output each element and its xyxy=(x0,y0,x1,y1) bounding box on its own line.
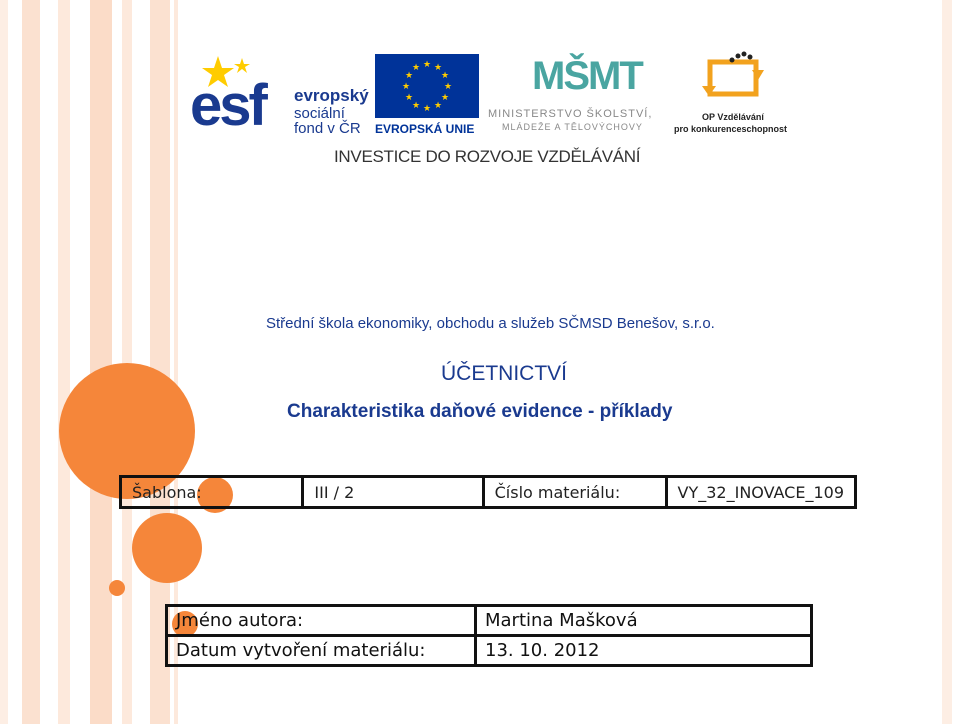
author-value: Martina Mašková xyxy=(476,606,812,636)
template-label: Šablona: xyxy=(121,477,303,508)
svg-text:★: ★ xyxy=(422,60,432,70)
svg-text:★: ★ xyxy=(404,71,414,81)
table-row xyxy=(121,477,856,508)
svg-text:★: ★ xyxy=(433,101,443,111)
esf-line1: evropský xyxy=(294,86,369,105)
template-value: III / 2 xyxy=(303,477,483,508)
op-line1: OP Vzdělávání xyxy=(702,112,764,122)
decor-circle-medium xyxy=(132,513,202,583)
msmt-logo xyxy=(488,50,668,136)
msmt-line1: MINISTERSTVO ŠKOLSTVÍ, xyxy=(488,108,653,120)
svg-text:★: ★ xyxy=(411,63,421,73)
material-value: VY_32_INOVACE_109 xyxy=(666,477,855,508)
op-logo xyxy=(672,50,792,138)
svg-text:★: ★ xyxy=(440,93,450,103)
decor-circle-tiny xyxy=(109,580,125,596)
eu-flag-icon xyxy=(375,54,479,118)
esf-mark: esf xyxy=(190,73,265,138)
msmt-line2: MLÁDEŽE A TĚLOVÝCHOVY xyxy=(502,122,643,132)
table-row xyxy=(167,606,812,636)
author-label: Jméno autora: xyxy=(167,606,476,636)
page-title: ÚČETNICTVÍ xyxy=(441,362,567,385)
page-subtitle: Charakteristika daňové evidence - příklady xyxy=(287,401,673,422)
material-label: Číslo materiálu: xyxy=(483,477,666,508)
op-line2: pro konkurenceschopnost xyxy=(674,124,788,134)
eu-caption: EVROPSKÁ UNIE xyxy=(375,122,475,136)
svg-text:★: ★ xyxy=(440,71,450,81)
svg-text:★: ★ xyxy=(401,82,411,92)
date-label: Datum vytvoření materiálu: xyxy=(167,636,476,666)
esf-line3: fond v ČR xyxy=(294,120,361,137)
svg-text:★: ★ xyxy=(433,63,443,73)
svg-text:★: ★ xyxy=(411,101,421,111)
slogan: INVESTICE DO ROZVOJE VZDĚLÁVÁNÍ xyxy=(334,147,641,166)
esf-logo xyxy=(190,54,368,138)
svg-text:★: ★ xyxy=(422,104,432,114)
esf-line2: sociální xyxy=(294,105,345,122)
school-name: Střední škola ekonomiky, obchodu a služeb SČMSD Benešov, s.r.o. xyxy=(266,315,715,332)
svg-text:★: ★ xyxy=(443,82,453,92)
date-value: 13. 10. 2012 xyxy=(476,636,812,666)
table-row xyxy=(167,636,812,666)
eu-logo xyxy=(375,54,481,138)
svg-text:★: ★ xyxy=(404,93,414,103)
op-emblem-icon xyxy=(698,50,768,106)
msmt-mark: MŠMT xyxy=(532,54,642,98)
meta-table xyxy=(119,475,857,509)
author-table xyxy=(165,604,813,667)
